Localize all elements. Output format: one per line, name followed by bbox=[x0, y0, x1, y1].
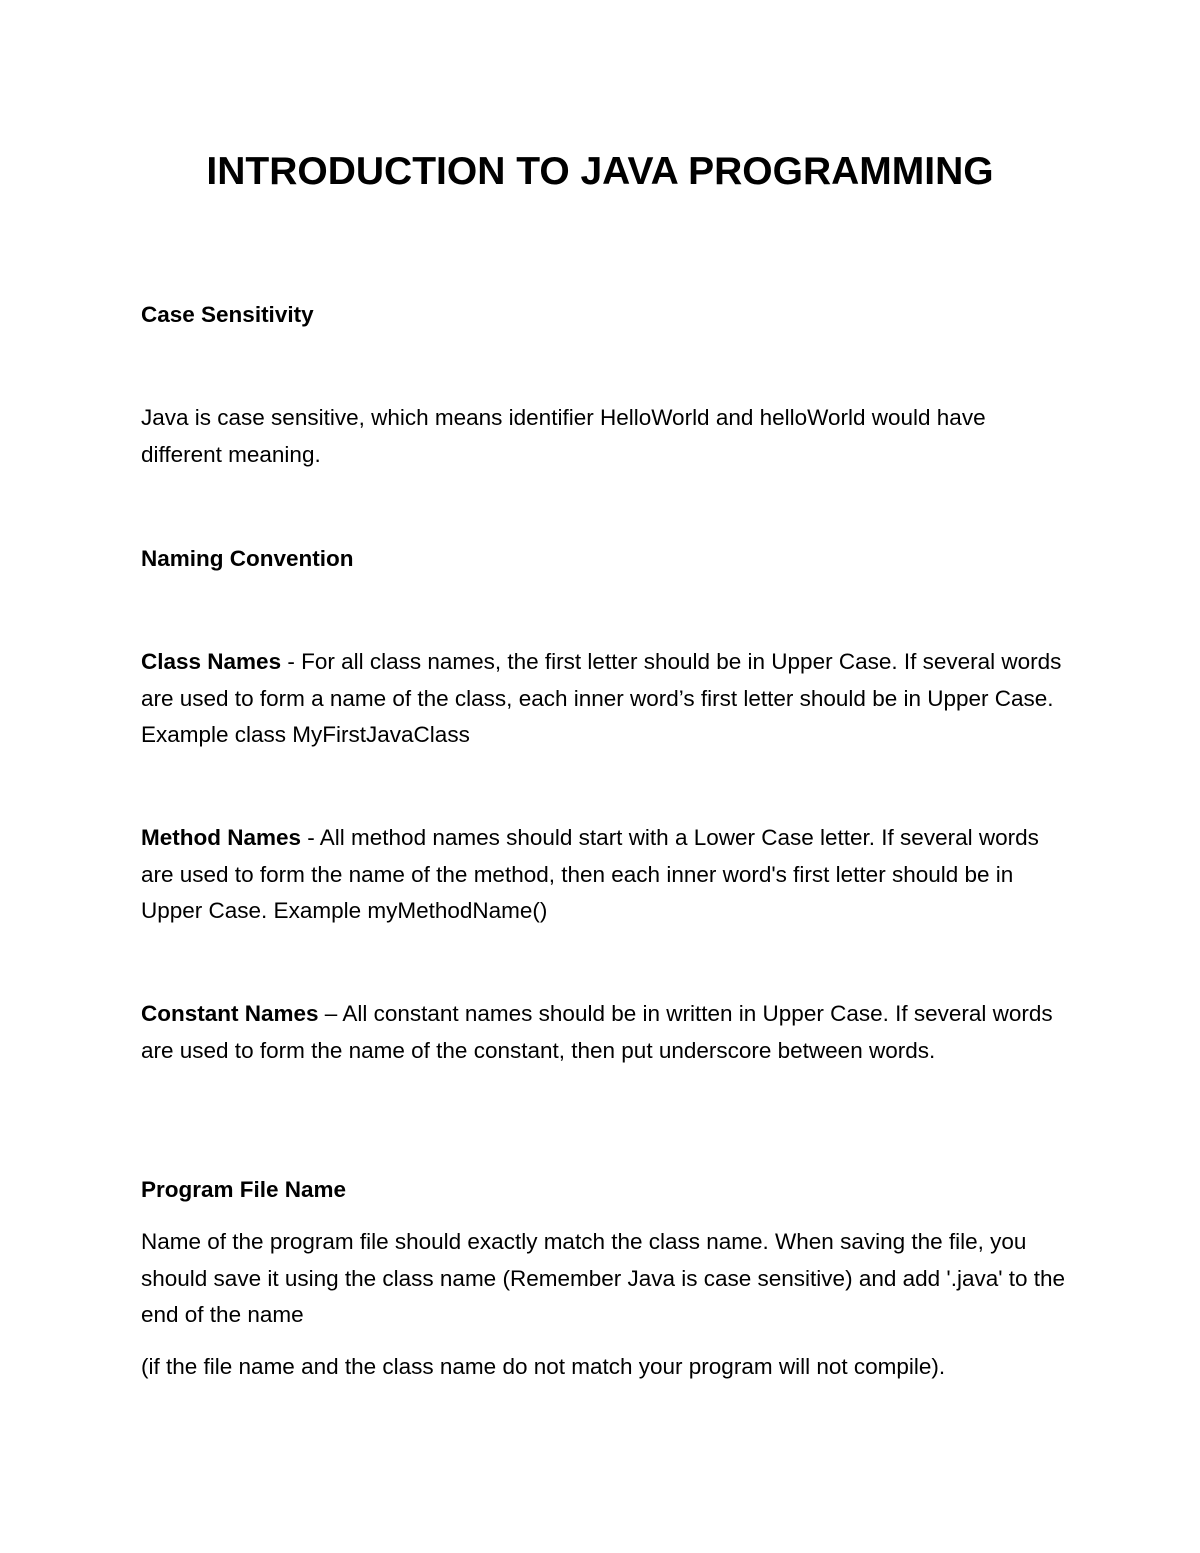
text-class-names: - For all class names, the first letter should be in Upper Case. If several words are used to form a name of the class, each inner word’s first letter should be in Upper Case. Example class MyFirstJavaClass bbox=[141, 649, 1062, 747]
heading-program-file-name: Program File Name bbox=[141, 1177, 347, 1202]
term-constant-names: Constant Names bbox=[141, 1001, 319, 1026]
text-method-names: - All method names should start with a Lower Case letter. If several words are used to form the name of the method, then each inner word's first letter should be in Upper Case. Example myMethodName() bbox=[141, 825, 1039, 923]
paragraph-program-file-name: Name of the program file should exactly match the class name. When saving the file, you should save it using the class name (Remember Java is case sensitive) and add '.java' to the end of the name bbox=[141, 1229, 1066, 1327]
heading-case-sensitivity: Case Sensitivity bbox=[141, 302, 314, 327]
paragraph-constant-names bbox=[141, 996, 1071, 1069]
paragraph-class-names bbox=[141, 644, 1071, 754]
paragraph-case-sensitivity: Java is case sensitive, which means identifier HelloWorld and helloWorld would have different meaning. bbox=[141, 405, 986, 467]
paragraph-compile-note: (if the file name and the class name do not match your program will not compile). bbox=[141, 1354, 946, 1379]
heading-naming-convention: Naming Convention bbox=[141, 546, 354, 571]
document-title: INTRODUCTION TO JAVA PROGRAMMING bbox=[206, 150, 994, 193]
text-constant-names: – All constant names should be in written in Upper Case. If several words are used to form the name of the constant, then put underscore between words. bbox=[141, 1001, 1053, 1063]
term-method-names: Method Names bbox=[141, 825, 302, 850]
paragraph-method-names bbox=[141, 820, 1071, 930]
term-class-names: Class Names bbox=[141, 649, 282, 674]
